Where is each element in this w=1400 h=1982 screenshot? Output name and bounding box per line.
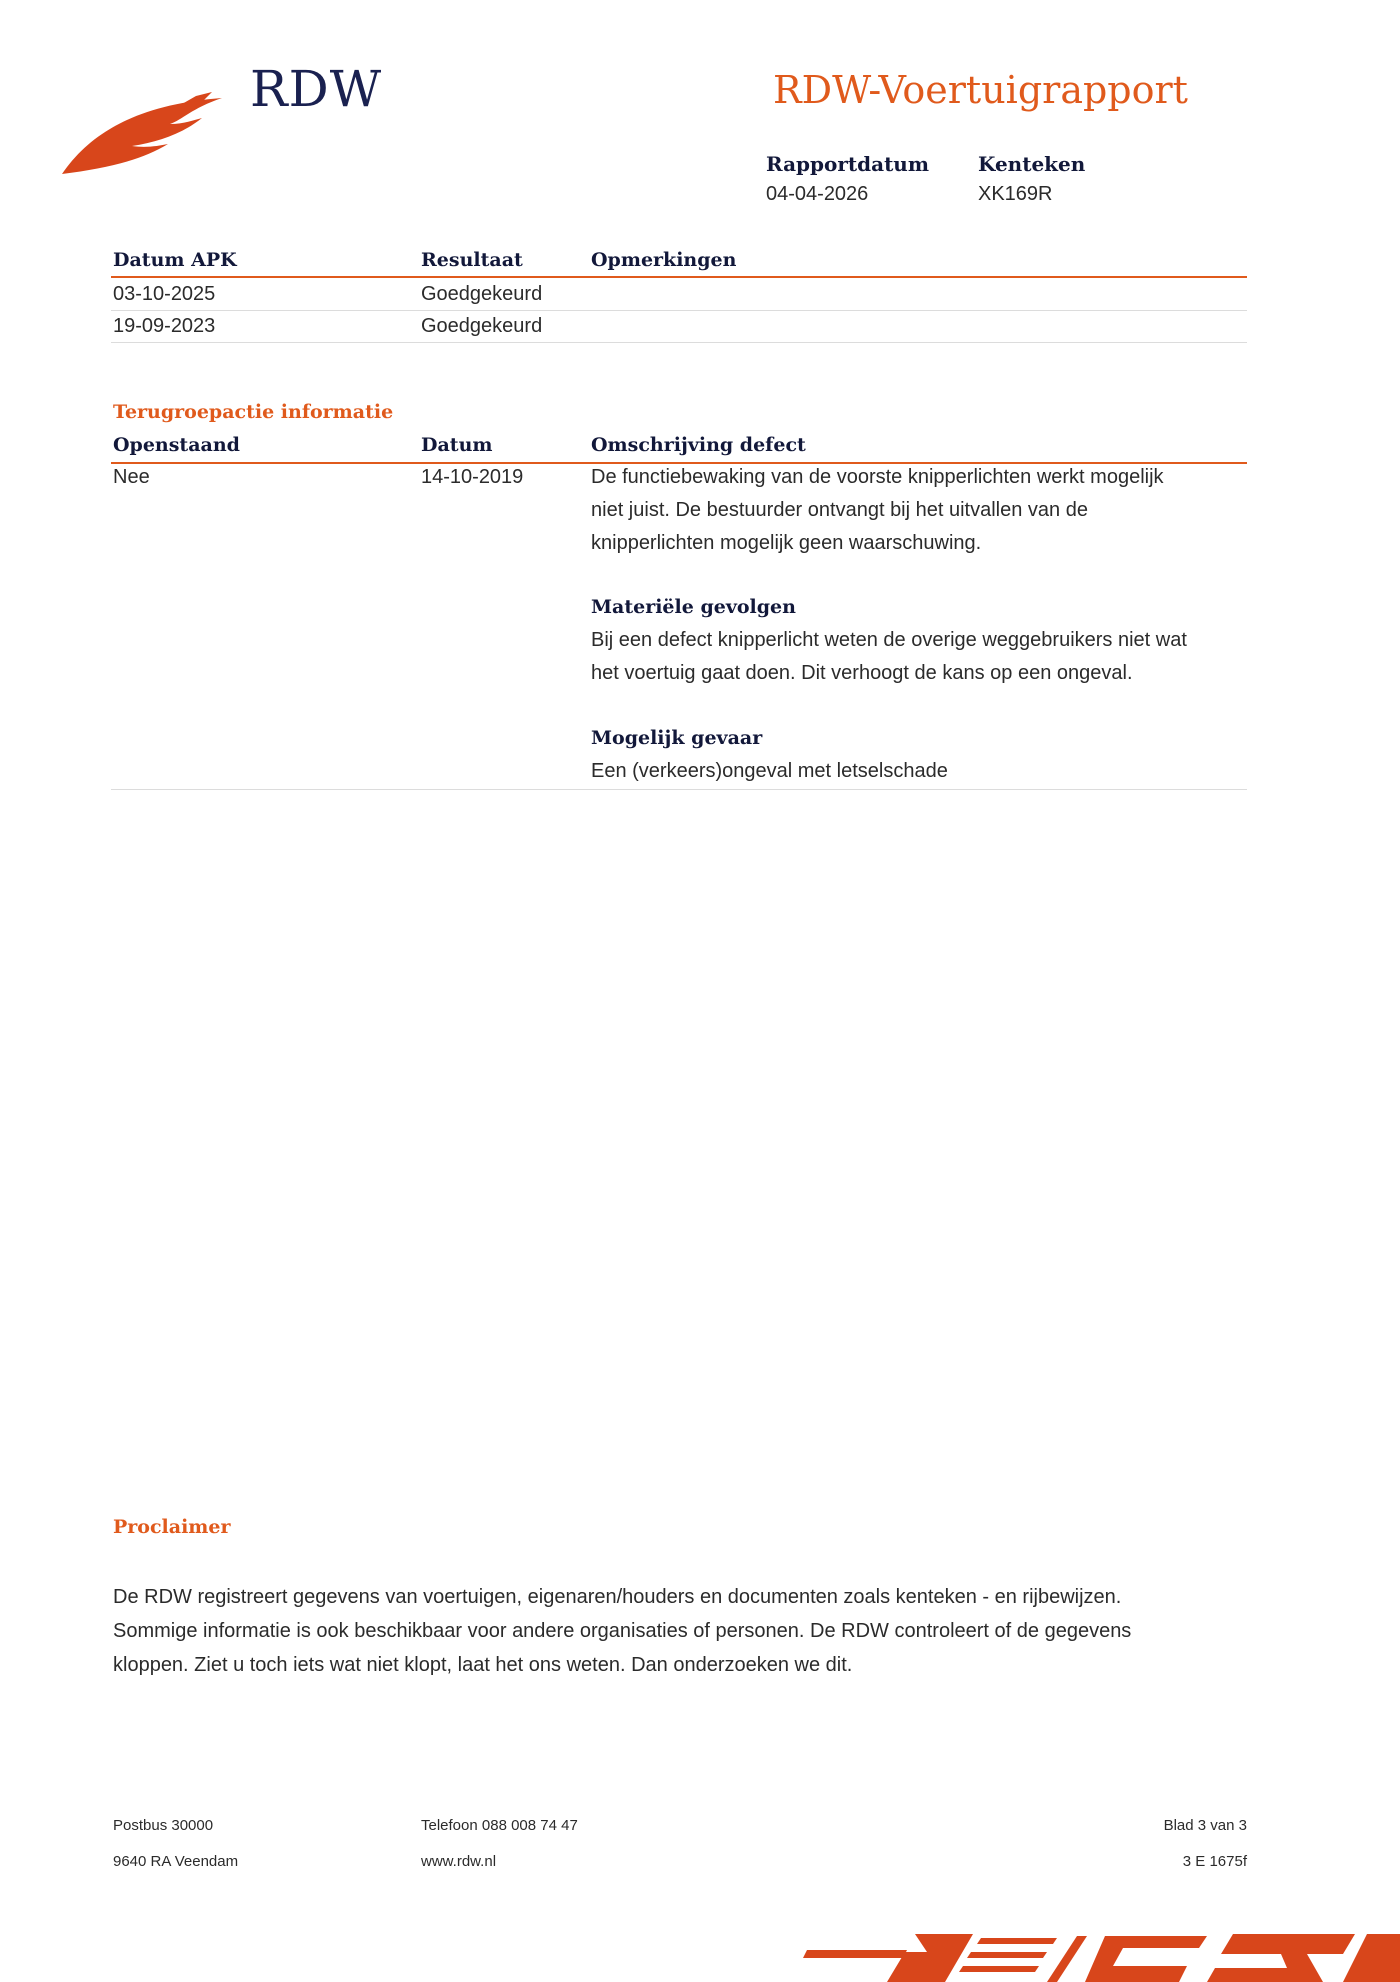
proclaimer-text	[113, 1580, 1263, 1682]
recall-gevolgen-line-2: het voertuig gaat doen. Dit verhoogt de kans op een ongeval.	[591, 662, 1133, 684]
footer-postbus: Postbus 30000	[113, 1817, 214, 1834]
meta-value-kenteken: XK169R	[978, 183, 1053, 205]
apk-row-divider	[111, 310, 1247, 311]
footer-address: 9640 RA Veendam	[113, 1853, 239, 1870]
apk-row-1-datum: 03-10-2025	[113, 283, 216, 305]
footer-phone: Telefoon 088 008 74 47	[421, 1817, 578, 1834]
apk-header-datum: Datum APK	[113, 249, 237, 271]
apk-row-2-resultaat: Goedgekeurd	[421, 315, 543, 337]
recall-gevolgen-heading: Materiële gevolgen	[591, 596, 796, 618]
recall-gevaar-text: Een (verkeers)ongeval met letselschade	[591, 760, 948, 782]
apk-header-rule	[111, 276, 1247, 278]
apk-row-1-resultaat: Goedgekeurd	[421, 283, 543, 305]
recall-defect-line-2: niet juist. De bestuurder ontvangt bij het uitvallen van de	[591, 499, 1088, 521]
recall-table-bottom-rule	[111, 789, 1247, 790]
report-title: RDW-Voertuigrapport	[773, 68, 1188, 112]
apk-header-opmerkingen: Opmerkingen	[591, 249, 737, 271]
recall-gevaar-heading: Mogelijk gevaar	[591, 727, 763, 749]
apk-header-resultaat: Resultaat	[421, 249, 523, 271]
meta-label-kenteken: Kenteken	[978, 152, 1086, 176]
proclaimer-line-3: kloppen. Ziet u toch iets wat niet klopt, laat het ons weten. Dan onderzoeken we dit.	[113, 1654, 853, 1676]
proclaimer-line-2: Sommige informatie is ook beschikbaar voor andere organisaties of personen. De RDW controleert of de gegevens	[113, 1620, 1132, 1642]
rdw-feather-logo-icon	[62, 90, 232, 180]
apk-table-bottom-rule	[111, 342, 1247, 343]
rdw-stripes-graphic	[795, 1928, 1400, 1982]
recall-defect-line-1: De functiebewaking van de voorste knipperlichten werkt mogelijk	[591, 466, 1164, 488]
recall-openstaand-value: Nee	[113, 466, 150, 488]
footer-website[interactable]: www.rdw.nl	[421, 1853, 497, 1870]
recall-defect-line-3: knipperlichten mogelijk geen waarschuwing.	[591, 532, 982, 554]
footer-page-number: Blad 3 van 3	[1163, 1817, 1247, 1834]
recall-datum-value: 14-10-2019	[421, 466, 524, 488]
recall-gevolgen-line-1: Bij een defect knipperlicht weten de overige weggebruikers niet wat	[591, 629, 1187, 651]
meta-value-rapportdatum: 04-04-2026	[766, 183, 869, 205]
proclaimer-line-1: De RDW registreert gegevens van voertuigen, eigenaren/houders en documenten zoals kenteken - en rijbewijzen.	[113, 1586, 1122, 1608]
recall-header-datum: Datum	[421, 434, 493, 456]
proclaimer-heading: Proclaimer	[113, 1516, 231, 1538]
recall-header-omschrijving: Omschrijving defect	[591, 434, 806, 456]
meta-label-rapportdatum: Rapportdatum	[766, 152, 930, 176]
apk-row-2-datum: 19-09-2023	[113, 315, 216, 337]
recall-section-heading: Terugroepactie informatie	[113, 401, 394, 423]
footer-document-code: 3 E 1675f	[1182, 1853, 1247, 1870]
recall-header-openstaand: Openstaand	[113, 434, 240, 456]
logo-text: RDW	[250, 60, 383, 118]
